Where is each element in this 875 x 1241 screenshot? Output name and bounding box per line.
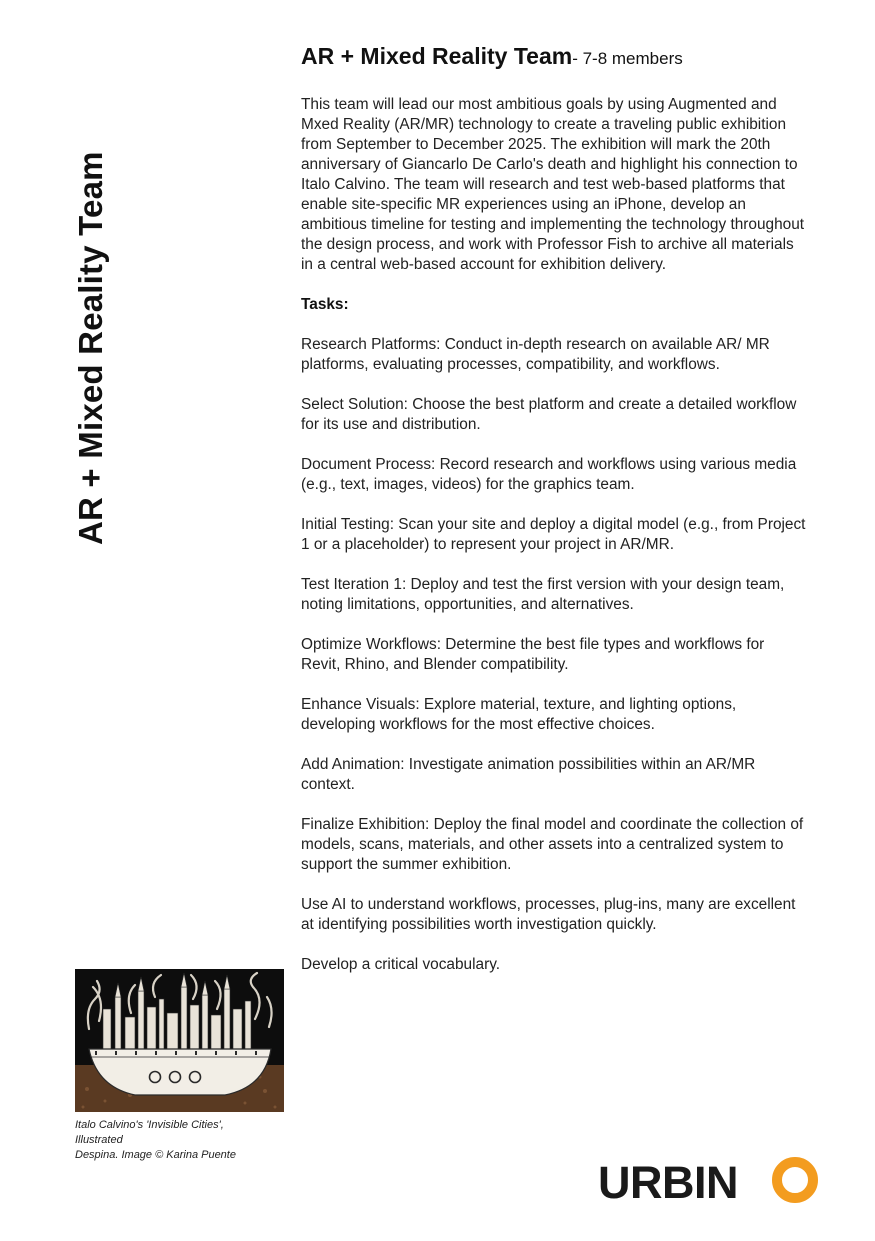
caption-line: Italo Calvino's 'Invisible Cities',	[75, 1119, 224, 1131]
task-item: Enhance Visuals: Explore material, texture, and lighting options, developing workflows for the most effective choices.	[301, 696, 737, 733]
caption-line: Despina. Image © Karina Puente	[75, 1149, 236, 1161]
logo-text: URBIN	[598, 1157, 738, 1206]
task-item: Use AI to understand workflows, processes, plug-ins, many are excellent at identifying possibilities worth investigation quickly.	[301, 896, 796, 933]
side-title: AR + Mixed Reality Team	[72, 151, 109, 545]
task-item: Initial Testing: Scan your site and deploy a digital model (e.g., from Project 1 or a placeholder) to represent your project in AR/MR.	[301, 516, 806, 553]
heading-title: AR + Mixed Reality Team	[301, 43, 573, 69]
task-item: Add Animation: Investigate animation possibilities within an AR/MR context.	[301, 756, 756, 793]
invisible-cities-illustration	[75, 969, 284, 1112]
tasks-label: Tasks:	[301, 296, 349, 313]
logo-o-ring	[777, 1162, 813, 1198]
caption-line: Illustrated	[75, 1134, 123, 1146]
task-item: Optimize Workflows: Determine the best file types and workflows for Revit, Rhino, and Blender compatibility.	[301, 636, 765, 673]
task-item: Test Iteration 1: Deploy and test the first version with your design team, noting limitations, opportunities, and alternatives.	[301, 576, 785, 613]
heading-suffix: - 7-8 members	[572, 49, 683, 68]
intro-paragraph: This team will lead our most ambitious goals by using Augmented and Mxed Reality (AR/MR) technology to create a traveling public exhibition from September to December 2025. The exhibition will mark the 20th anniversary of Giancarlo De Carlo's death and highlight his connection to Italo Calvino. The team will research and test web-based platforms that enable site-specific MR experiences using an iPhone, develop an ambitious timeline for testing and implementing the technology throughout the design process, and work with Professor Fish to archive all materials in a central web-based account for exhibition delivery.	[301, 96, 805, 273]
task-item: Select Solution: Choose the best platform and create a detailed workflow for its use and distribution.	[301, 396, 797, 433]
task-item: Document Process: Record research and workflows using various media (e.g., text, images, videos) for the graphics team.	[301, 456, 797, 493]
task-item: Develop a critical vocabulary.	[301, 956, 501, 973]
task-item: Finalize Exhibition: Deploy the final model and coordinate the collection of models, scans, materials, and other assets into a centralized system to support the summer exhibition.	[301, 816, 804, 873]
urbino-logo	[598, 1154, 828, 1206]
image-caption	[75, 1118, 290, 1163]
page-heading	[301, 43, 806, 70]
main-content	[301, 43, 806, 995]
task-item: Research Platforms: Conduct in-depth research on available AR/ MR platforms, evaluating processes, compatibility, and workflows.	[301, 336, 770, 373]
